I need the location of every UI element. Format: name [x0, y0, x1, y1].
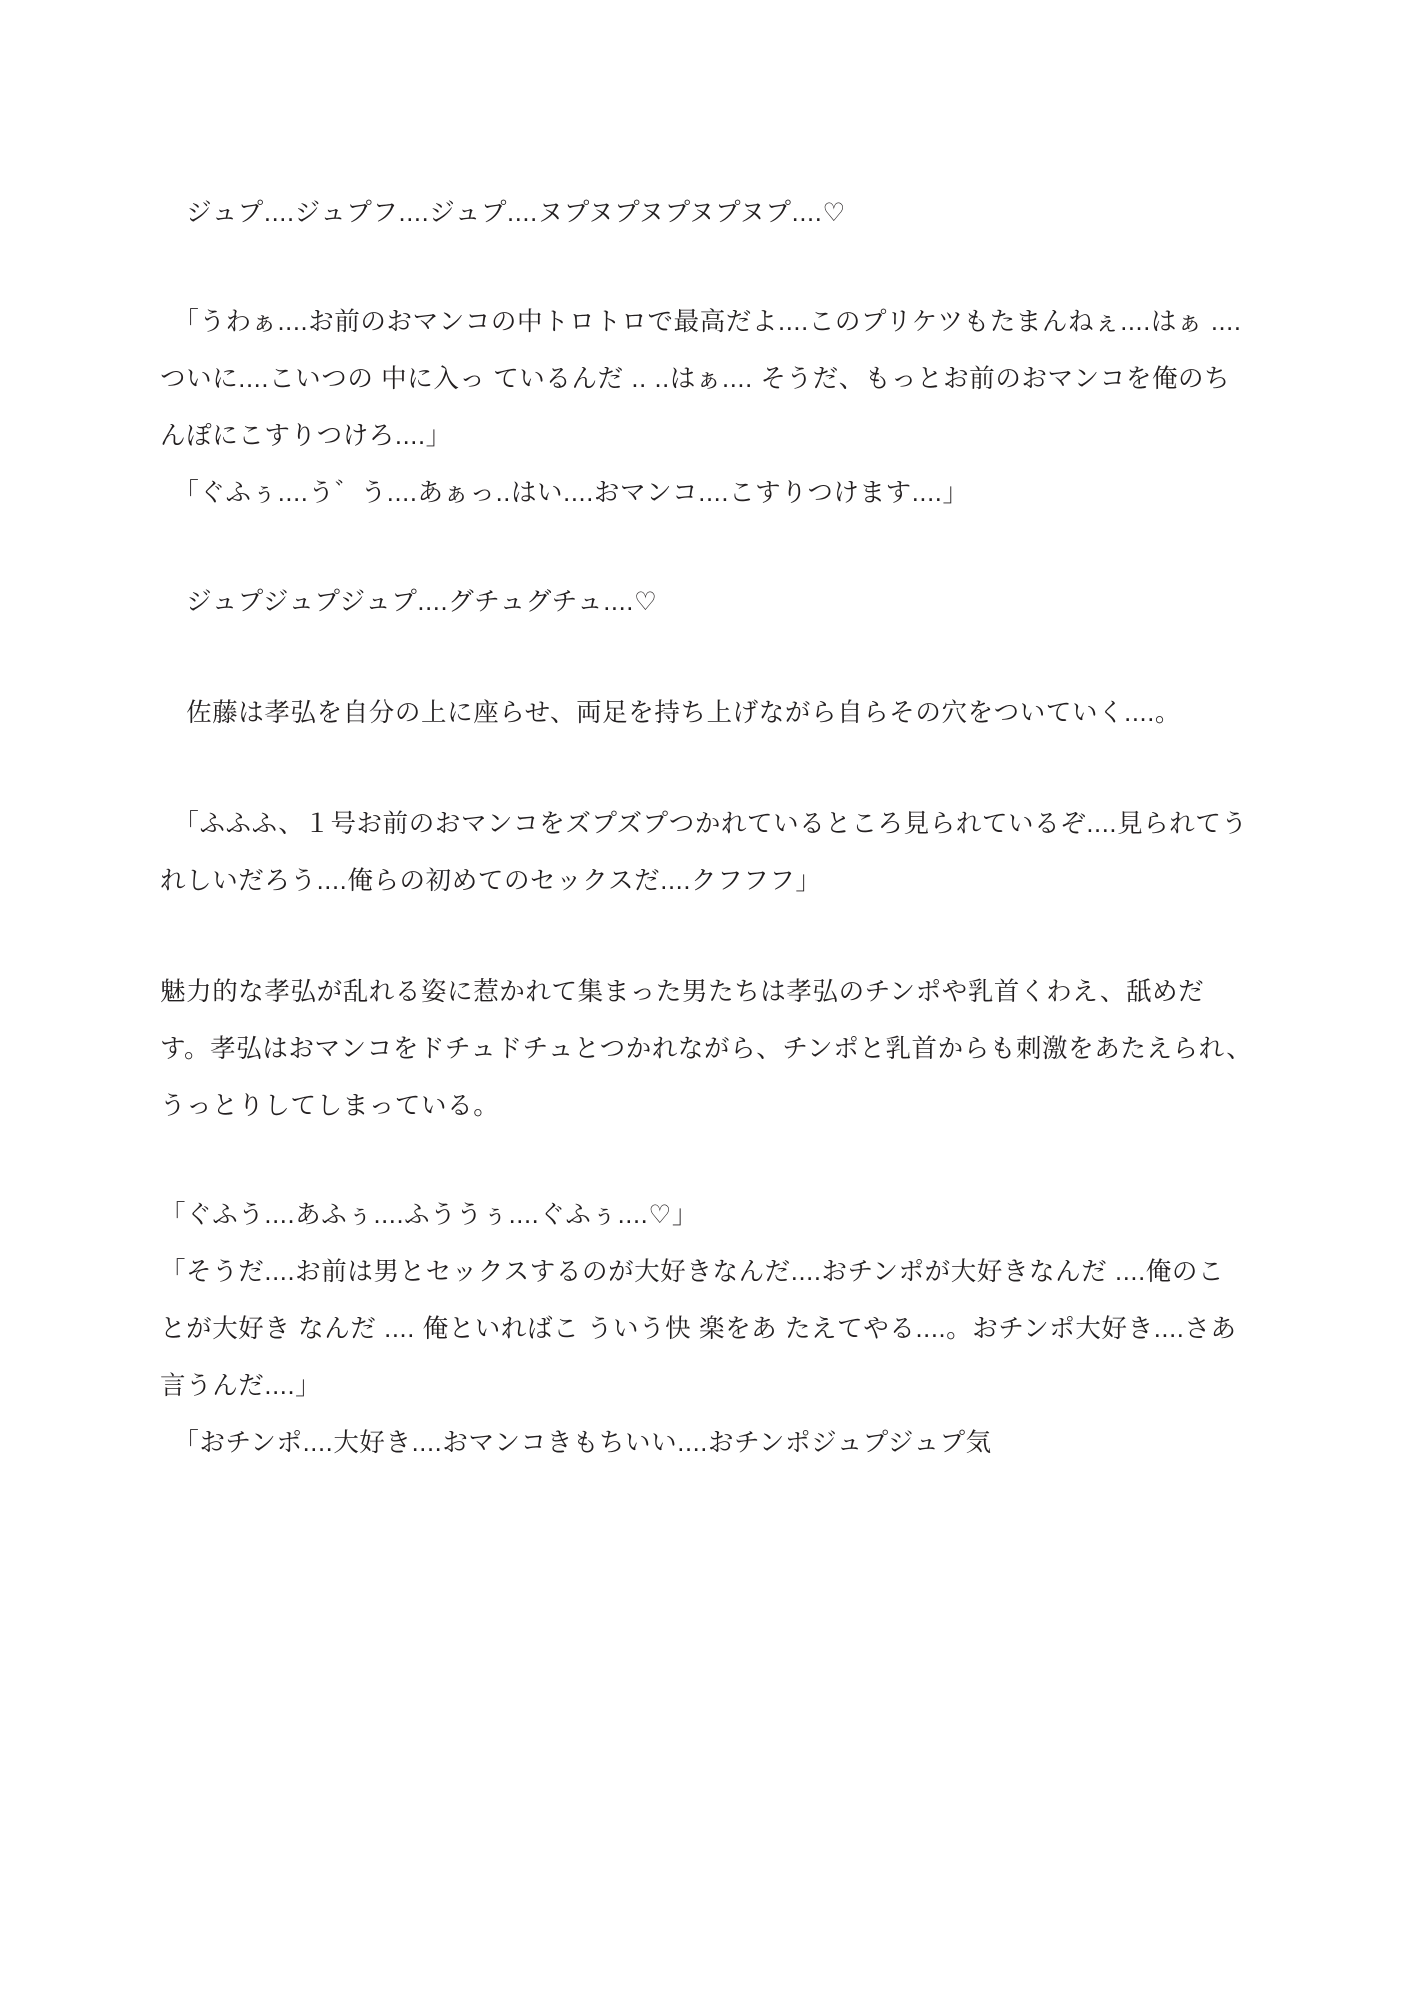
spacer [160, 910, 1254, 964]
paragraph-dialogue-4: 「ぐふう....あふぅ....ふううぅ....ぐふぅ....♡」 [160, 1201, 698, 1229]
spacer [160, 242, 1254, 294]
paragraph-dialogue-3: 「ふふふ、１号お前のおマンコをズプズプつかれているところ見られているぞ....見られてうれしいだろう....俺らの初めてのセックスだ....クフフフ」 [160, 810, 1248, 895]
spacer [160, 631, 1254, 685]
paragraph-dialogue-6: 「おチンポ....大好き....おマンコきもちいい....おチンポジュプジュプ気 [160, 1429, 992, 1457]
paragraph-narration-1: 佐藤は孝弘を自分の上に座らせ、両足を持ち上げながら自らその穴をついていく....。 [160, 699, 1182, 727]
paragraph-sfx-1: ジュプ....ジュプフ....ジュプ....ヌプヌプヌプヌプヌプ....♡ [160, 199, 846, 227]
paragraph-dialogue-1: 「うわぁ....お前のおマンコの中トロトロで最高だよ....このプリケツもたまんねぇ....はぁ .... ついに....こいつの 中に入っ ているんだ .. ..はぁ.... そうだ、もっとお前のおマンコを俺のちんぽにこすりつけろ....」 [160, 308, 1250, 450]
paragraph-dialogue-2: 「ぐふぅ....う゛う....あぁっ..はい....おマンコ....こすりつけます....」 [160, 479, 969, 507]
paragraph-dialogue-5: 「そうだ....お前は男とセックスするのが大好きなんだ....おチンポが大好きなんだ ....俺のこ とが大好き なんだ .... 俺といればこ ういう快 楽をあ たえてやる....。おチンポ大好き....さあ言うんだ....」 [160, 1258, 1237, 1400]
page-body [160, 185, 1254, 1472]
spacer [160, 742, 1254, 796]
paragraph-sfx-2: ジュプジュプジュプ....グチュグチュ....♡ [160, 588, 658, 616]
paragraph-narration-2: 魅力的な孝弘が乱れる姿に惹かれて集まった男たちは孝弘のチンポや乳首くわえ、舐めだす。孝弘はおマンコをドチュドチュとつかれながら、チンポと乳首からも刺激をあたえられ、うっとりしてしまっている。 [160, 978, 1253, 1120]
spacer [160, 522, 1254, 574]
spacer [160, 1135, 1254, 1187]
